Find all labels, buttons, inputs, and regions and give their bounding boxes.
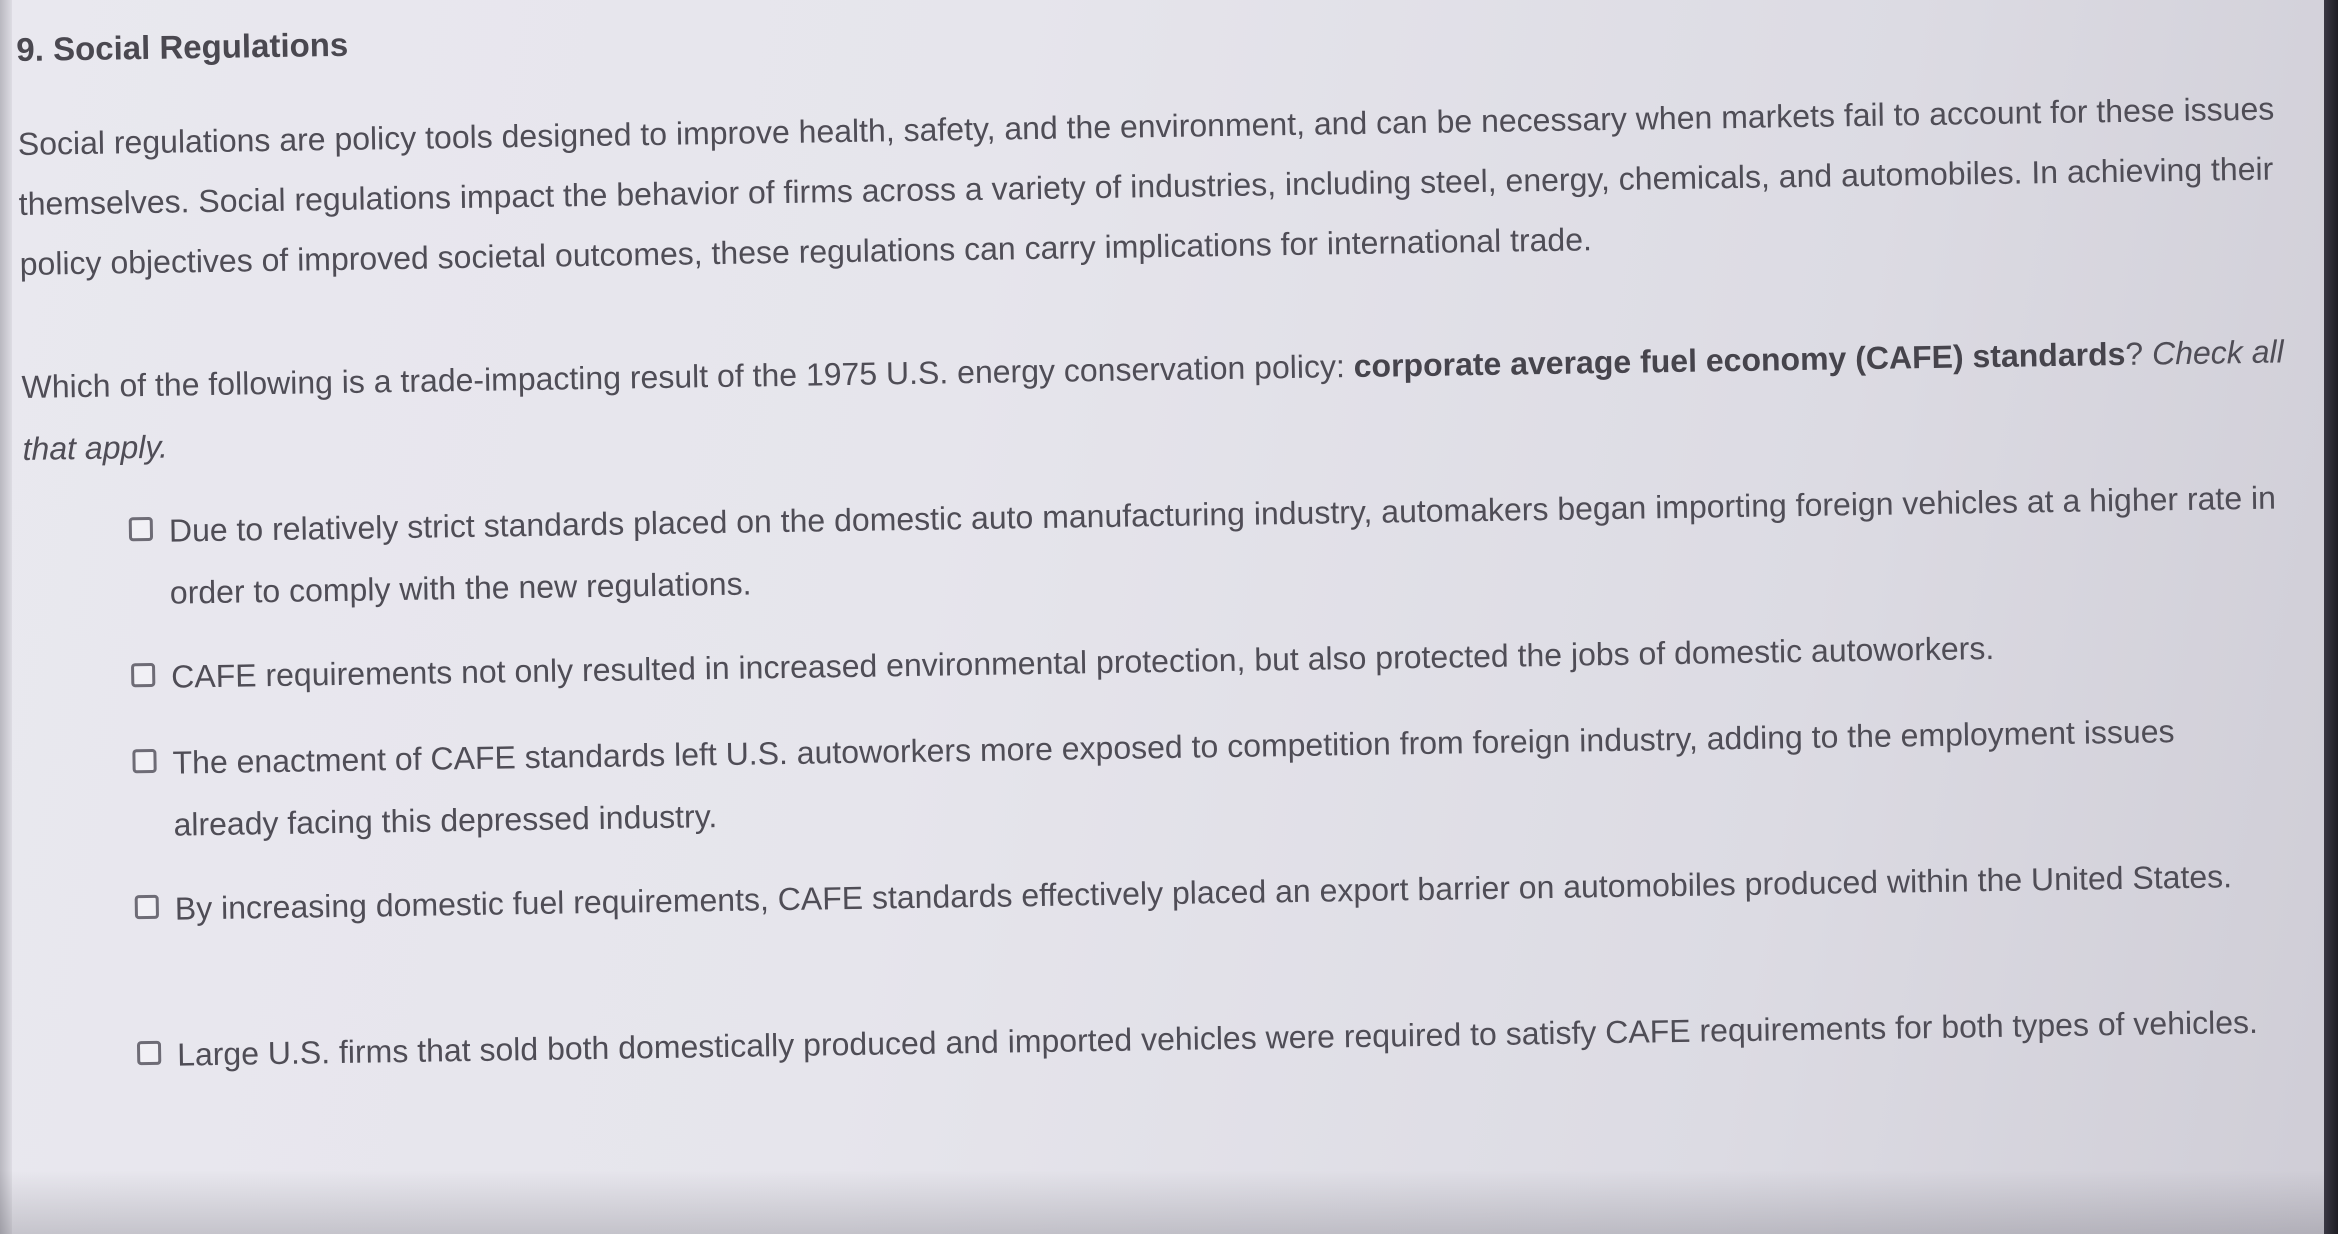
checkbox-icon[interactable] <box>129 517 153 541</box>
prompt-instruction: Check all that apply. <box>22 333 2284 467</box>
question-title: 9. Social Regulations <box>16 25 349 68</box>
answer-options <box>23 466 2323 1172</box>
answer-option-label: Large U.S. firms that sold both domestically produced and imported vehicles were required to satisfy CAFE requirements for both types of vehicles. <box>176 1003 2259 1073</box>
prompt-bold-term: corporate average fuel economy (CAFE) standards <box>1353 335 2126 385</box>
prompt-text: Which of the following is a trade-impacting result of the 1975 U.S. energy conservation policy: <box>21 348 1354 405</box>
answer-option-label: CAFE requirements not only resulted in increased environmental protection, but also protected the jobs of domestic autoworkers. <box>170 630 1995 695</box>
checkbox-icon[interactable] <box>137 1041 161 1065</box>
checkbox-icon[interactable] <box>135 895 159 919</box>
prompt-question-mark: ? <box>2125 335 2153 372</box>
right-screen-bezel <box>2324 0 2338 1234</box>
bottom-shadow <box>0 1170 2338 1234</box>
answer-option-label: By increasing domestic fuel requirements, CAFE standards effectively placed an export barrier on automobiles produced within the United States. <box>174 858 2233 927</box>
question-panel <box>16 0 2324 1172</box>
answer-option-label: Due to relatively strict standards placed on the domestic auto manufacturing industry, automakers began importing foreign vehicles at a higher rate in order to comply with the new regulations. <box>168 479 2277 611</box>
question-prompt <box>21 320 2293 480</box>
checkbox-icon[interactable] <box>131 663 155 687</box>
intro-paragraph: Social regulations are policy tools designed to improve health, safety, and the environment, and can be necessary when markets fail to account for these issues themselves. Social regulations impact the behavior of firms across a variety of industries, including steel, energy, chemicals, and automobiles. In achieving their policy objectives of improved societal outcomes, these regulations can carry implications for international trade. <box>17 90 2275 282</box>
left-screen-edge <box>0 0 12 1234</box>
answer-option-label: The enactment of CAFE standards left U.S. autoworkers more exposed to competition from foreign industry, adding to the employment issues already facing this depressed industry. <box>172 713 2175 843</box>
checkbox-icon[interactable] <box>132 749 156 773</box>
